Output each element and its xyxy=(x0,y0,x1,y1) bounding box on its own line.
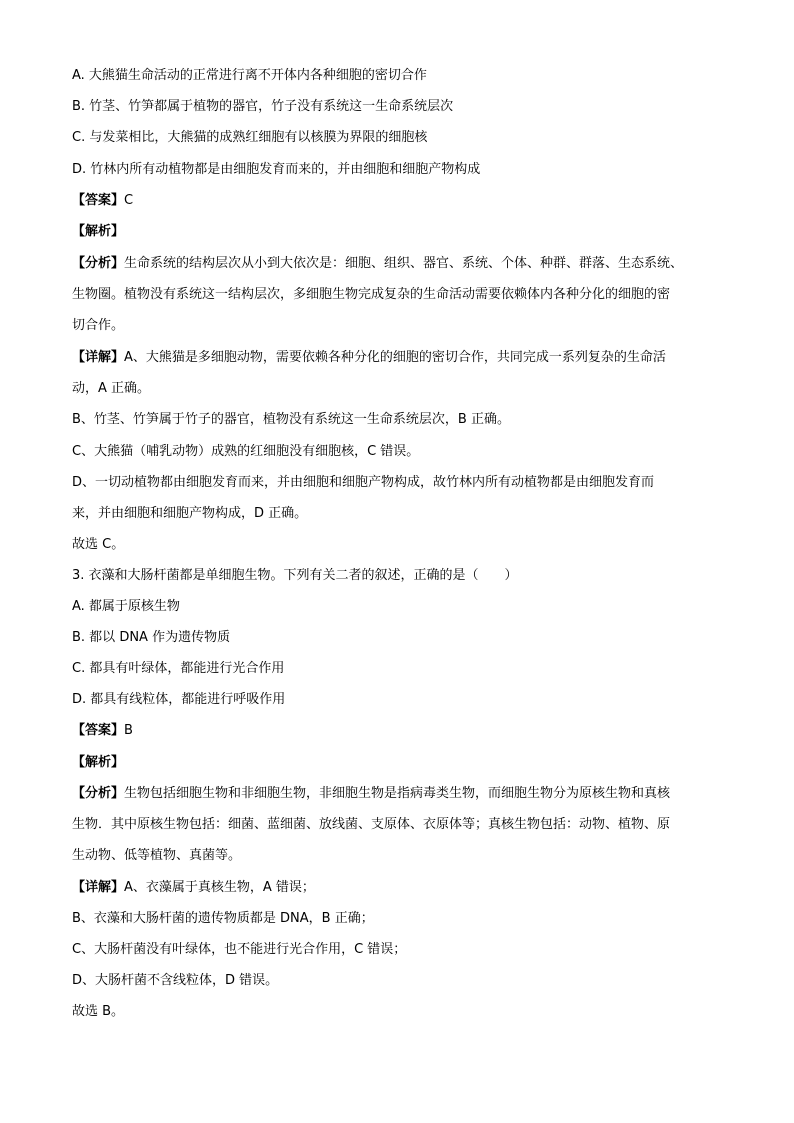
detail-text: 来，并由细胞和细胞产物构成，D 正确。 xyxy=(72,506,308,521)
detail-text: C、大熊猫（哺乳动物）成熟的红细胞没有细胞核，C 错误。 xyxy=(72,444,420,459)
option-c: C. 都具有叶绿体，都能进行光合作用 xyxy=(72,661,285,676)
answer-line xyxy=(72,192,133,210)
option-b: B. 都以 DNA 作为遗传物质 xyxy=(72,630,231,645)
analysis-label: 【分析】 xyxy=(72,786,125,801)
option-b: B. 竹茎、竹笋都属于植物的器官，竹子没有系统这一生命系统层次 xyxy=(72,99,454,114)
analysis-text: 生物圈。植物没有系统这一结构层次，多细胞生物完成复杂的生命活动需要依赖体内各种分化的细胞的密 xyxy=(72,287,671,302)
detail-text: B、竹茎、竹笋属于竹子的器官，植物没有系统这一生命系统层次，B 正确。 xyxy=(72,412,510,427)
analysis-text: 生物．其中原核生物包括：细菌、蓝细菌、放线菌、支原体、衣原体等；真核生物包括：动物、植物、原 xyxy=(72,817,671,832)
answer-label: 【答案】 xyxy=(72,193,125,208)
analysis-text: 生命系统的结构层次从小到大依次是：细胞、组织、器官、系统、个体、种群、群落、生态系统、 xyxy=(124,256,684,271)
question-stem: 3. 衣藻和大肠杆菌都是单细胞生物。下列有关二者的叙述，正确的是（ ） xyxy=(72,568,518,583)
jiexi-label: 【解析】 xyxy=(72,224,125,239)
detail-line xyxy=(72,349,666,367)
conclusion: 故选 C。 xyxy=(72,537,125,552)
option-a: A. 都属于原核生物 xyxy=(72,599,180,614)
analysis-text: 切合作。 xyxy=(72,318,125,333)
detail-text: B、衣藻和大肠杆菌的遗传物质都是 DNA，B 正确； xyxy=(72,911,374,926)
detail-text: C、大肠杆菌没有叶绿体，也不能进行光合作用，C 错误； xyxy=(72,942,407,957)
analysis-text: 生动物、低等植物、真菌等。 xyxy=(72,848,242,863)
detail-text: A、大熊猫是多细胞动物，需要依赖各种分化的细胞的密切合作，共同完成一系列复杂的生命活 xyxy=(124,350,666,365)
analysis-text: 生物包括细胞生物和非细胞生物，非细胞生物是指病毒类生物，而细胞生物分为原核生物和真核 xyxy=(124,786,671,801)
analysis-label: 【分析】 xyxy=(72,256,125,271)
answer-label: 【答案】 xyxy=(72,723,125,738)
detail-line xyxy=(72,879,315,897)
option-a: A. 大熊猫生命活动的正常进行离不开体内各种细胞的密切合作 xyxy=(72,68,427,83)
option-d: D. 都具有线粒体，都能进行呼吸作用 xyxy=(72,692,286,707)
detail-text: D、大肠杆菌不含线粒体，D 错误。 xyxy=(72,973,279,988)
option-d: D. 竹林内所有动植物都是由细胞发育而来的，并由细胞和细胞产物构成 xyxy=(72,162,481,177)
answer-value: C xyxy=(124,193,134,208)
jiexi-label: 【解析】 xyxy=(72,755,125,770)
detail-label: 【详解】 xyxy=(72,880,125,895)
analysis-line xyxy=(72,255,683,273)
answer-line xyxy=(72,722,133,740)
detail-text: D、一切动植物都由细胞发育而来，并由细胞和细胞产物构成，故竹林内所有动植物都是由细胞发育而 xyxy=(72,475,655,490)
analysis-line xyxy=(72,785,670,803)
conclusion: 故选 B。 xyxy=(72,1004,125,1019)
option-c: C. 与发菜相比，大熊猫的成熟红细胞有以核膜为界限的细胞核 xyxy=(72,130,428,145)
detail-text: 动，A 正确。 xyxy=(72,381,151,396)
answer-value: B xyxy=(124,723,133,738)
detail-label: 【详解】 xyxy=(72,350,125,365)
detail-text: A、衣藻属于真核生物，A 错误； xyxy=(124,880,315,895)
